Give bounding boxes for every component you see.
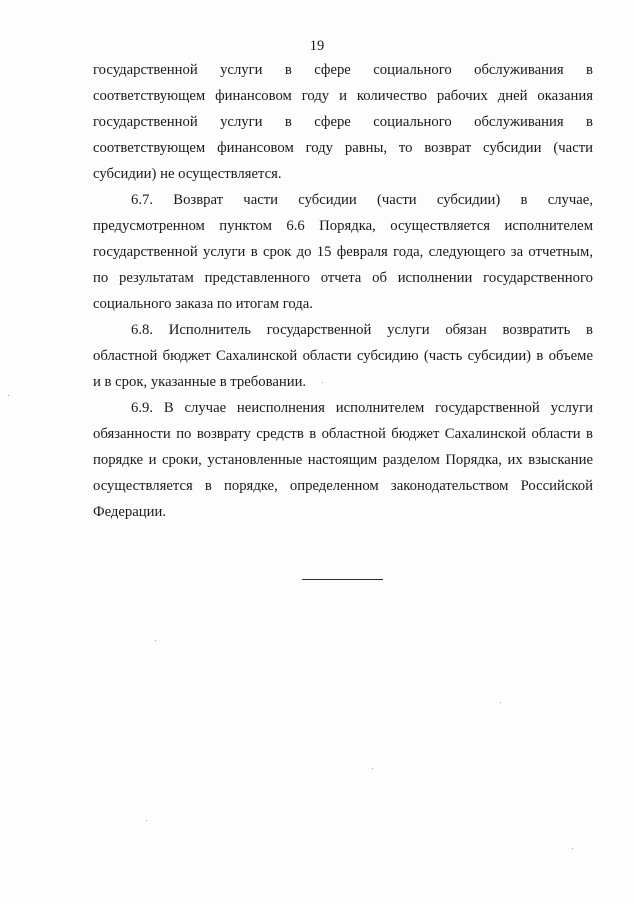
text-line: 6.8. Исполнитель государственной услуги обязан возвратить в [131,322,593,338]
scan-speck [155,640,156,641]
scan-speck [8,395,9,396]
scan-speck [572,848,573,849]
end-separator-line [302,579,383,580]
text-line: соответствующем финансовом году и количество рабочих дней оказания [93,88,593,104]
text-line: предусмотренном пунктом 6.6 Порядка, осуществляется исполнителем [93,218,593,234]
text-line: Федерации. [93,504,167,520]
document-body [93,57,593,525]
text-line: по результатам представленного отчета об исполнении государственного [93,270,593,286]
paragraph-continuation [93,57,593,187]
text-line: социального заказа по итогам года. [93,296,313,312]
text-line: 6.7. Возврат части субсидии (части субсидии) в случае, [131,192,593,208]
scan-speck [322,382,323,383]
text-line: субсидии) не осуществляется. [93,166,282,182]
text-line: государственной услуги в сфере социального обслуживания в [93,62,593,78]
text-line: и в срок, указанные в требовании. [93,374,307,390]
text-line: порядке и сроки, установленные настоящим разделом Порядка, их взыскание [93,452,593,468]
scan-speck [146,820,147,821]
page-number: 19 [309,38,325,54]
text-line: государственной услуги в сфере социального обслуживания в [93,114,593,130]
scan-speck [372,768,373,769]
paragraph-6-8 [93,317,593,395]
text-line: 6.9. В случае неисполнения исполнителем государственной услуги [131,400,593,416]
text-line: обязанности по возврату средств в областной бюджет Сахалинской области в [93,426,593,442]
text-line: соответствующем финансовом году равны, то возврат субсидии (части [93,140,593,156]
text-line: государственной услуги в срок до 15 февраля года, следующего за отчетным, [93,244,593,260]
text-line: областной бюджет Сахалинской области субсидию (часть субсидии) в объеме [93,348,593,364]
paragraph-6-9 [93,395,593,525]
text-line: осуществляется в порядке, определенном законодательством Российской [93,478,593,494]
scan-speck [500,702,501,703]
paragraph-6-7 [93,187,593,317]
